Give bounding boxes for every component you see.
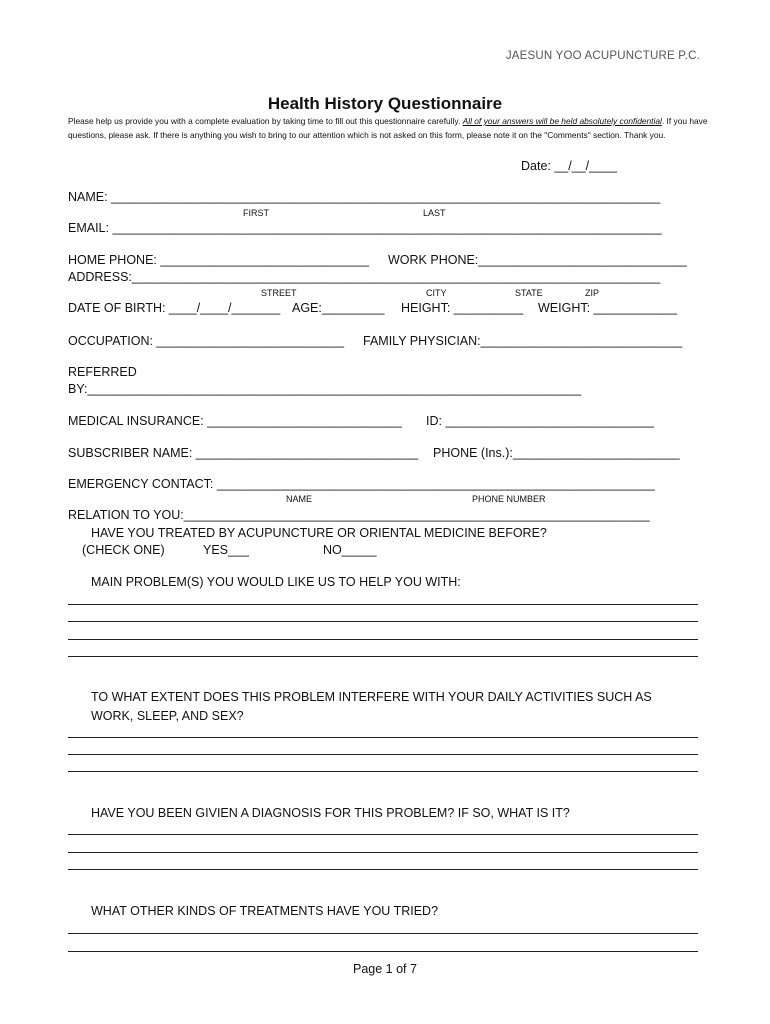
address-zip-label: ZIP bbox=[585, 288, 600, 298]
emergency-contact-field[interactable]: EMERGENCY CONTACT: _______________________________________________________________ bbox=[68, 477, 655, 491]
answer-line[interactable] bbox=[68, 639, 698, 640]
height-field[interactable]: HEIGHT: __________ bbox=[401, 301, 524, 315]
answer-line[interactable] bbox=[68, 604, 698, 605]
medical-insurance-field[interactable]: MEDICAL INSURANCE: ____________________________ bbox=[68, 414, 402, 428]
address-state-label: STATE bbox=[515, 288, 543, 298]
intro-paragraph bbox=[68, 114, 708, 142]
main-problem-question: MAIN PROBLEM(S) YOU WOULD LIKE US TO HELP YOU WITH: bbox=[91, 575, 461, 589]
page-number: Page 1 of 7 bbox=[353, 962, 417, 976]
answer-line[interactable] bbox=[68, 737, 698, 738]
diagnosis-question: HAVE YOU BEEN GIVIEN A DIAGNOSIS FOR THIS PROBLEM? IF SO, WHAT IS IT? bbox=[91, 806, 570, 820]
age-field[interactable]: AGE:_________ bbox=[292, 301, 385, 315]
yes-option[interactable]: YES___ bbox=[203, 543, 249, 557]
page-title: Health History Questionnaire bbox=[267, 94, 503, 113]
name-first-label: FIRST bbox=[243, 208, 269, 218]
interference-question-line1: TO WHAT EXTENT DOES THIS PROBLEM INTERFERE WITH YOUR DAILY ACTIVITIES SUCH AS bbox=[91, 690, 652, 704]
answer-line[interactable] bbox=[68, 933, 698, 934]
date-field[interactable]: Date: __/__/____ bbox=[521, 159, 617, 173]
intro-text-1: Please help us provide you with a complete evaluation by taking time to fill out this questionnaire carefully. bbox=[68, 116, 463, 126]
interference-question-line2: WORK, SLEEP, AND SEX? bbox=[91, 709, 244, 723]
answer-line[interactable] bbox=[68, 869, 698, 870]
answer-line[interactable] bbox=[68, 834, 698, 835]
answer-line[interactable] bbox=[68, 656, 698, 657]
home-phone-field[interactable]: HOME PHONE: ______________________________ bbox=[68, 253, 369, 267]
referred-by-field[interactable]: BY:_______________________________________________________________________ bbox=[68, 382, 582, 396]
address-city-label: CITY bbox=[426, 288, 447, 298]
referred-label: REFERRED bbox=[68, 365, 137, 379]
company-header: JAESUN YOO ACUPUNCTURE P.C. bbox=[505, 50, 700, 62]
treatments-question: WHAT OTHER KINDS OF TREATMENTS HAVE YOU TRIED? bbox=[91, 904, 439, 918]
insurance-id-field[interactable]: ID: ______________________________ bbox=[426, 414, 655, 428]
dob-field[interactable]: DATE OF BIRTH: ____/____/_______ bbox=[68, 301, 281, 315]
name-last-label: LAST bbox=[423, 208, 446, 218]
subscriber-name-field[interactable]: SUBSCRIBER NAME: ________________________________ bbox=[68, 446, 419, 460]
occupation-field[interactable]: OCCUPATION: ___________________________ bbox=[68, 334, 345, 348]
insurance-phone-field[interactable]: PHONE (Ins.):________________________ bbox=[433, 446, 680, 460]
name-field[interactable]: NAME: _______________________________________________________________________________ bbox=[68, 190, 661, 204]
intro-confidential: All of your answers will be held absolutely confidential bbox=[462, 116, 662, 126]
family-physician-field[interactable]: FAMILY PHYSICIAN:_____________________________ bbox=[363, 334, 683, 348]
no-option[interactable]: NO_____ bbox=[323, 543, 377, 557]
work-phone-field[interactable]: WORK PHONE:______________________________ bbox=[388, 253, 687, 267]
answer-line[interactable] bbox=[68, 754, 698, 755]
email-field[interactable]: EMAIL: _______________________________________________________________________________ bbox=[68, 221, 662, 235]
address-field[interactable]: ADDRESS:____________________________________________________________________________ bbox=[68, 270, 661, 284]
acupuncture-question: HAVE YOU TREATED BY ACUPUNCTURE OR ORIENTAL MEDICINE BEFORE? bbox=[91, 526, 547, 540]
emergency-phone-label: PHONE NUMBER bbox=[472, 494, 546, 504]
answer-line[interactable] bbox=[68, 771, 698, 772]
intro-text-2: . If you have questions, please ask. If there is anything you wish to bring to our attention which is not asked on this form, please note it on the "Comments" section. Thank you. bbox=[68, 116, 708, 140]
address-street-label: STREET bbox=[261, 288, 297, 298]
answer-line[interactable] bbox=[68, 621, 698, 622]
relation-field[interactable]: RELATION TO YOU:___________________________________________________________________ bbox=[68, 508, 650, 522]
emergency-name-label: NAME bbox=[286, 494, 313, 504]
answer-line[interactable] bbox=[68, 852, 698, 853]
answer-line[interactable] bbox=[68, 951, 698, 952]
weight-field[interactable]: WEIGHT: ____________ bbox=[538, 301, 677, 315]
check-one-label: (CHECK ONE) bbox=[82, 543, 165, 557]
